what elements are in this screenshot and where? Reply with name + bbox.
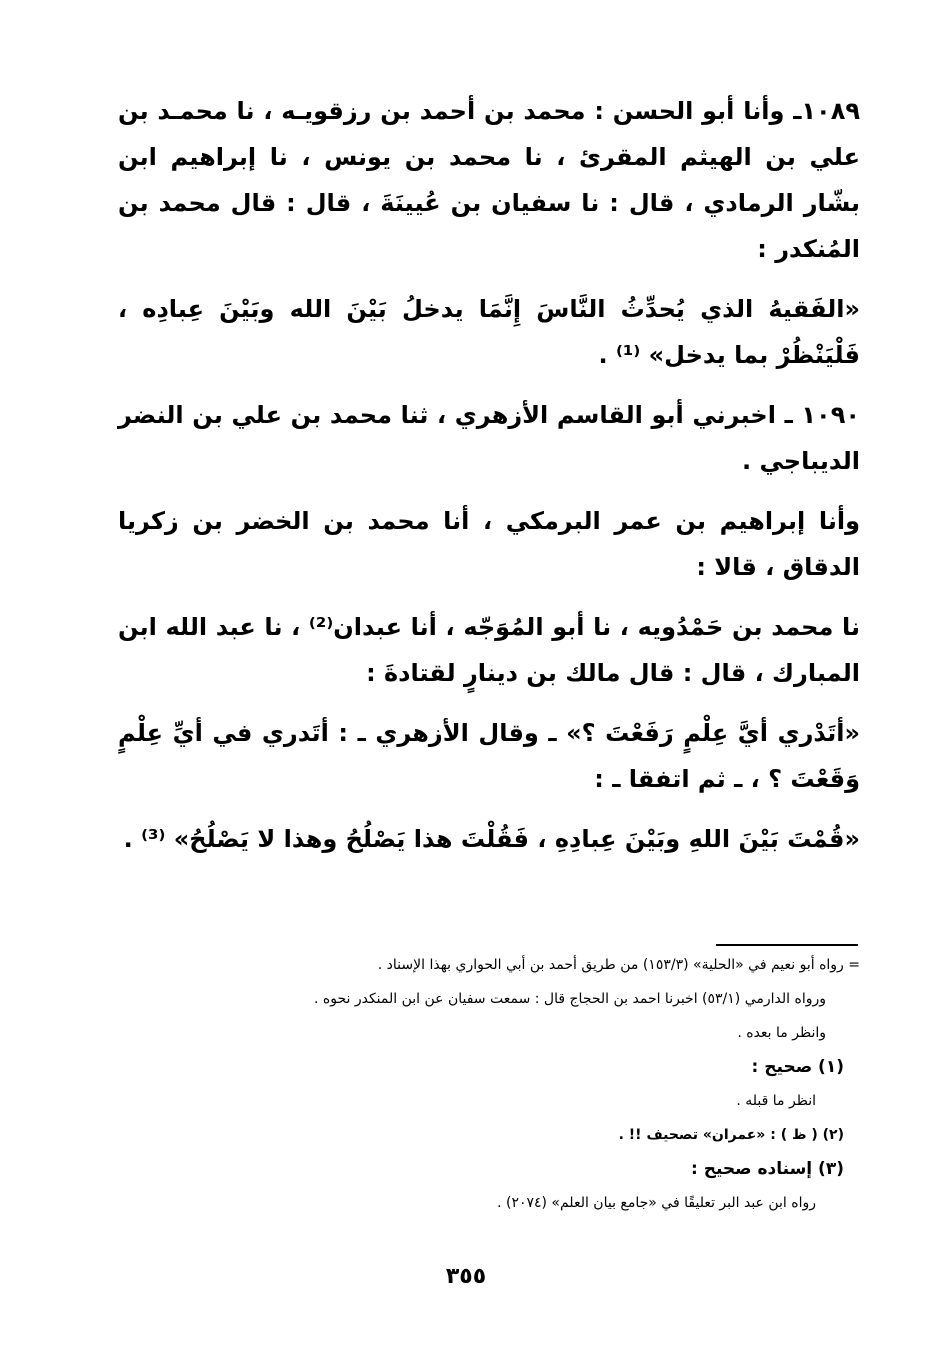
- paragraph-chain-2: وأنا إبراهيم بن عمر البرمكي ، أنا محمد بن الخضر بن زكريا الدقاق ، قالا :: [118, 507, 860, 581]
- paragraph-quote-2: «أتَدْري أيَّ عِلْمٍ رَفَعْتَ ؟» ـ وقال الأزهري ـ : أتَدري في أيِّ عِلْمٍ وَقَعْتَ ؟ ، ـ ثم اتفقا ـ :: [118, 719, 860, 793]
- paragraph-quote-1: «الفَقيهُ الذي يُحدِّثُ النَّاسَ إِنَّمَا يدخلُ بَيْنَ الله وبَيْنَ عِبادِه ، فَلْيَنْظُرْ بما يدخل» ⁽¹⁾ .: [118, 295, 860, 369]
- footnote-1-body: انظر ما قبله .: [736, 1093, 816, 1109]
- main-text: [118, 88, 860, 876]
- footnote-3-body: رواه ابن عبد البر تعليقًا في «جامع بيان العلم» (٢٠٧٤) .: [497, 1195, 816, 1211]
- footnote-3-heading: (٣) إسناده صحيح :: [691, 1159, 844, 1179]
- footnote-2: (٢) ( ظ ) : «عمران» تصحيف !! .: [618, 1127, 844, 1143]
- footnote-continuation-2: ورواه الدارمي (٥٣/١) اخبرنا احمد بن الحجاج قال : سمعت سفيان عن ابن المنكدر نحوه .: [313, 991, 826, 1007]
- paragraph-hadith-1090: ١٠٩٠ ـ اخبرني أبو القاسم الأزهري ، ثنا محمد بن علي بن النضر الديباجي .: [118, 401, 860, 475]
- paragraph-hadith-1089: ١٠٨٩ـ وأنا أبو الحسن : محمد بن أحمد بن رزقويـه ، نا محمـد بن علي بن الهيثم المقرئ ، نا محمد بن يونس ، نا إبراهيم ابن بشّار الرمادي ، قال : نا سفيان بن عُيينَةَ ، قال : قال محمد بن المُنكدر :: [118, 97, 860, 263]
- footnote-1-heading: (١) صحيح :: [751, 1057, 844, 1077]
- footnote-continuation-1: = رواه أبو نعيم في «الحلية» (١٥٣/٣) من طريق أحمد بن أبي الحواري بهذا الإسناد .: [377, 957, 860, 973]
- paragraph-chain-3: نا محمد بن حَمْدُويه ، نا أبو المُوَجّه ، أنا عبدان⁽²⁾ ، نا عبد الله ابن المبارك ، قال : قال مالك بن دينارٍ لقتادةَ :: [118, 613, 861, 687]
- footnote-separator: [716, 944, 858, 946]
- footnotes: [118, 948, 860, 1220]
- footnote-continuation-3: وانظر ما بعده .: [737, 1025, 826, 1041]
- page-number: ٣٥٥: [445, 1264, 487, 1289]
- paragraph-quote-3: «قُمْتَ بَيْنَ اللهِ وبَيْنَ عِبادِهِ ، فَقُلْتَ هذا يَصْلُحُ وهذا لا يَصْلُحُ» ⁽³⁾ .: [123, 825, 860, 853]
